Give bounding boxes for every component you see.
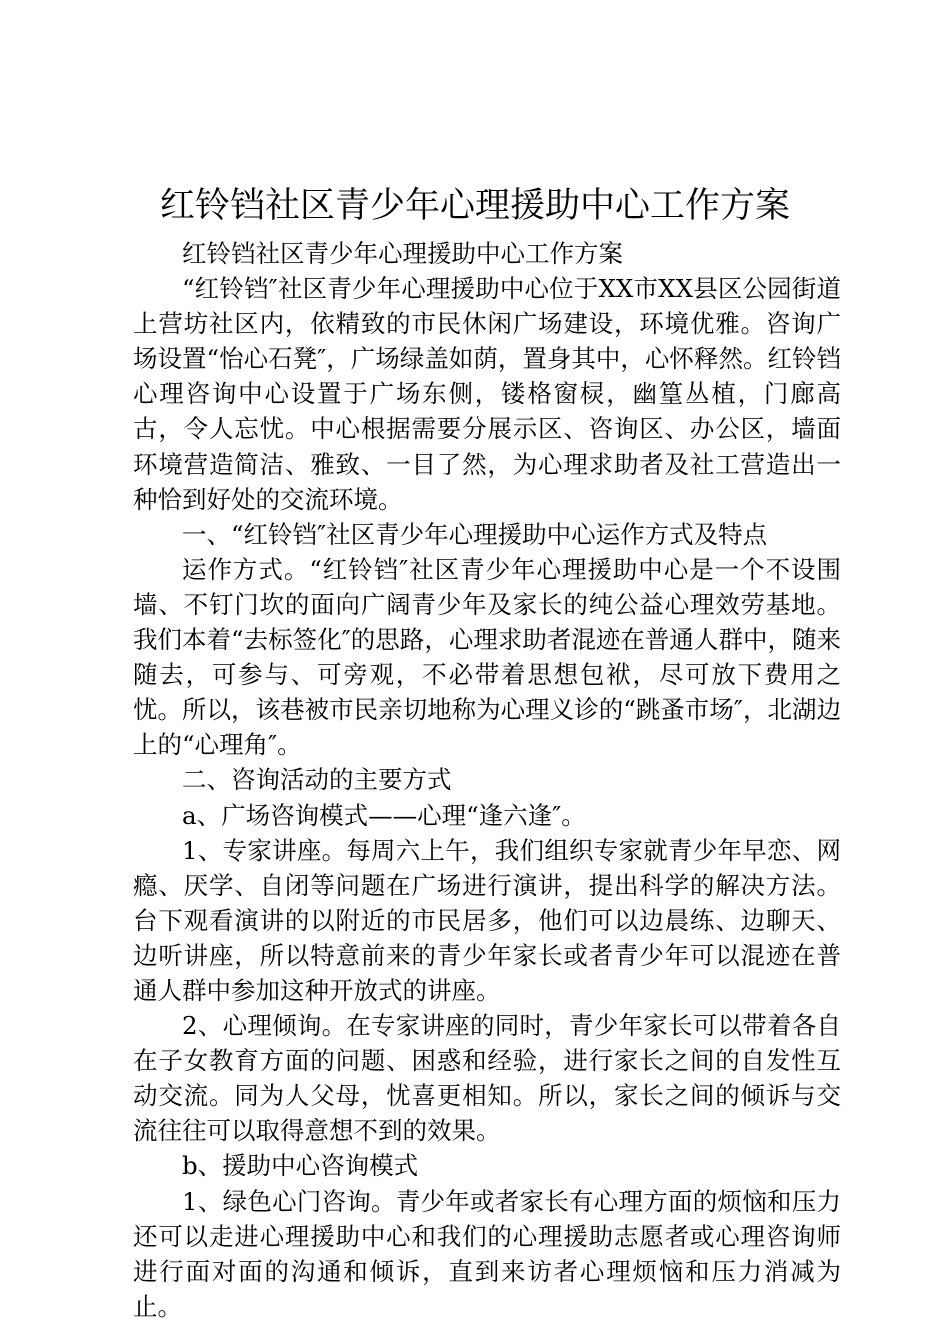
subtitle-paragraph: 红铃铛社区青少年心理援助中心工作方案 [182, 239, 623, 268]
section-heading-1: 一、“红铃铛″社区青少年心理援助中心运作方式及特点 [182, 519, 768, 549]
document-body [133, 236, 841, 1324]
operation-paragraph: 运作方式。“红铃铛″社区青少年心理援助中心是一个不设围墙、不钉门坎的面向广阔青少年及家长的纯公益心理效劳基地。我们本着“去标签化″的思路，心理求助者混迹在普通人群中，随来随去，可参与、可旁观，不必带着思想包袱，尽可放下费用之忧。所以，该巷被市民亲切地称为心理义诊的“跳蚤市场″，北湖边上的“心理角″。 [133, 554, 841, 760]
subsection-heading-b: b、援助中心咨询模式 [182, 1151, 419, 1181]
consultation-paragraph: 2、心理倾询。在专家讲座的同时，青少年家长可以带着各自在子女教育方面的问题、困惑和经验，进行家长之间的自发性互动交流。同为人父母，忧喜更相知。所以，家长之间的倾诉与交流往往可以取得意想不到的效果。 [133, 1011, 841, 1146]
section-heading-2: 二、咨询活动的主要方式 [182, 765, 452, 795]
lecture-paragraph: 1、专家讲座。每周六上午，我们组织专家就青少年早恋、网瘾、厌学、自闭等问题在广场进行演讲，提出科学的解决方法。台下观看演讲的以附近的市民居多，他们可以边晨练、边聊天、边听讲座，所以特意前来的青少年家长或者青少年可以混迹在普通人群中参加这种开放式的讲座。 [133, 835, 841, 1005]
document-title: 红铃铛社区青少年心理援助中心工作方案 [159, 186, 790, 226]
intro-paragraph: “红铃铛″社区青少年心理援助中心位于XX市XX县区公园街道上营坊社区内，依精致的市民休闲广场建设，环境优雅。咨询广场设置“怡心石凳″，广场绿盖如荫，置身其中，心怀释然。红铃铛心理咨询中心设置于广场东侧，镂格窗棂，幽篁丛植，门廊高古，令人忘忧。中心根据需要分展示区、咨询区、办公区，墙面环境营造简洁、雅致、一目了然，为心理求助者及社工营造出一种恰到好处的交流环境。 [133, 274, 841, 514]
subsection-heading-a: a、广场咨询模式——心理“逢六逢″。 [182, 800, 586, 830]
green-door-paragraph: 1、绿色心门咨询。青少年或者家长有心理方面的烦恼和压力还可以走进心理援助中心和我们的心理援助志愿者或心理咨询师进行面对面的沟通和倾诉，直到来访者心理烦恼和压力消减为止。 [133, 1186, 841, 1321]
